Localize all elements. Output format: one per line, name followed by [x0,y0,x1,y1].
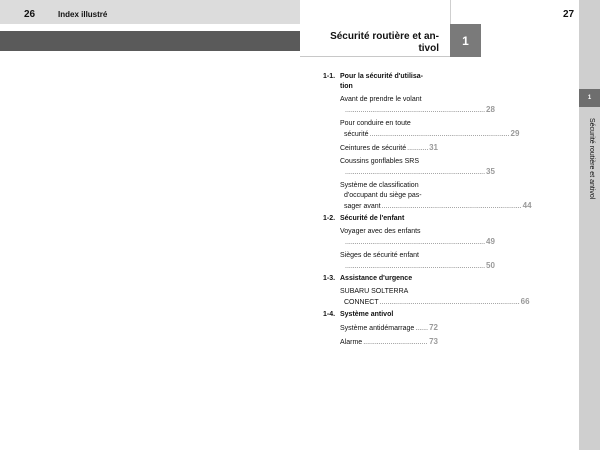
toc-entry-leader [340,297,530,308]
toc-entry-label: Coussins gonflables SRS [340,158,419,165]
right-page [300,0,600,450]
toc-entry-label: Pour conduire en toute [340,120,411,127]
toc-entry[interactable] [323,227,495,248]
toc-section-1-3 [323,274,438,284]
toc-section-title: Système antivol [340,311,394,318]
toc-entry[interactable] [323,157,495,178]
left-chapter-bar [0,31,300,51]
toc-section-title: Assistance d'urgence [340,275,413,282]
left-running-head: Index illustré [58,10,108,19]
toc-entry-label: Avant de prendre le volant [340,96,422,103]
toc-entry-leader [340,143,438,154]
toc-entry-leader [340,323,438,334]
toc-entry[interactable] [323,95,495,116]
toc-entry-label: Système de classification [340,182,419,189]
toc-entry-label-cont: sécurité [344,131,369,138]
toc-entry-leader [340,129,520,140]
toc-entry-page: 31 [429,143,438,152]
toc-entry-leader [340,105,495,116]
chapter-number-box: 1 [450,24,481,57]
toc-entry-label: SUBARU SOLTERRA [340,288,409,295]
side-tab-label: Sécurité routière et antivol [588,118,595,200]
toc-entry-leader [340,201,532,212]
left-page-number: 26 [24,9,36,20]
toc-entry-leader [340,261,495,272]
toc-section-number: 1-1. [323,73,336,80]
toc-section-1-4 [323,310,438,320]
toc-entry[interactable] [323,337,438,348]
toc-entry-page: 66 [520,297,530,306]
table-of-contents [323,70,532,348]
right-header [300,0,578,24]
toc-entry-label: Voyager avec des enfants [340,228,421,235]
toc-section-number: 1-3. [323,275,336,282]
toc-entry[interactable] [323,119,520,140]
toc-entry[interactable] [323,181,532,212]
toc-entry-label: Sièges de sécurité enfant [340,252,419,259]
toc-entry[interactable] [323,143,438,154]
toc-entry-label-cont: d'occupant du siège pas- [344,192,422,199]
toc-entry-page: 28 [486,105,495,114]
toc-entry-label: Alarme [340,339,363,346]
toc-section-number: 1-2. [323,215,336,222]
chapter-title-line2: tivol [418,43,439,54]
side-tab-number[interactable]: 1 [579,89,600,107]
chapter-title-line1: Sécurité routière et an- [330,31,439,42]
toc-entry-leader [340,167,495,178]
chapter-title [309,31,439,55]
toc-entry-leader [340,237,495,248]
toc-section-1-2 [323,214,438,224]
header-divider [450,0,451,24]
toc-entry-label-cont: CONNECT [344,299,379,306]
toc-entry-label: Ceintures de sécurité [340,145,407,152]
chapter-title-box [300,24,450,57]
toc-entry-label-cont: sager avant [344,203,381,210]
toc-entry-leader [340,337,438,348]
toc-entry[interactable] [323,323,438,334]
left-header [0,0,300,24]
toc-section-number: 1-4. [323,311,336,318]
toc-section-title-cont: tion [340,83,353,90]
toc-section-title: Pour la sécurité d'utilisa- [340,73,423,80]
toc-entry[interactable] [323,287,530,308]
toc-entry-page: 35 [486,167,495,176]
right-page-number: 27 [563,9,575,20]
toc-entry-page: 50 [486,261,495,270]
toc-entry-page: 49 [486,237,495,246]
toc-entry-label: Système antidémarrage [340,325,415,332]
toc-entry-page: 72 [429,323,438,332]
toc-section-1-1 [323,72,438,92]
toc-entry-page: 44 [522,201,532,210]
toc-entry[interactable] [323,251,495,272]
toc-entry-page: 29 [510,129,520,138]
toc-entry-page: 73 [429,337,438,346]
toc-section-title: Sécurité de l'enfant [340,215,405,222]
